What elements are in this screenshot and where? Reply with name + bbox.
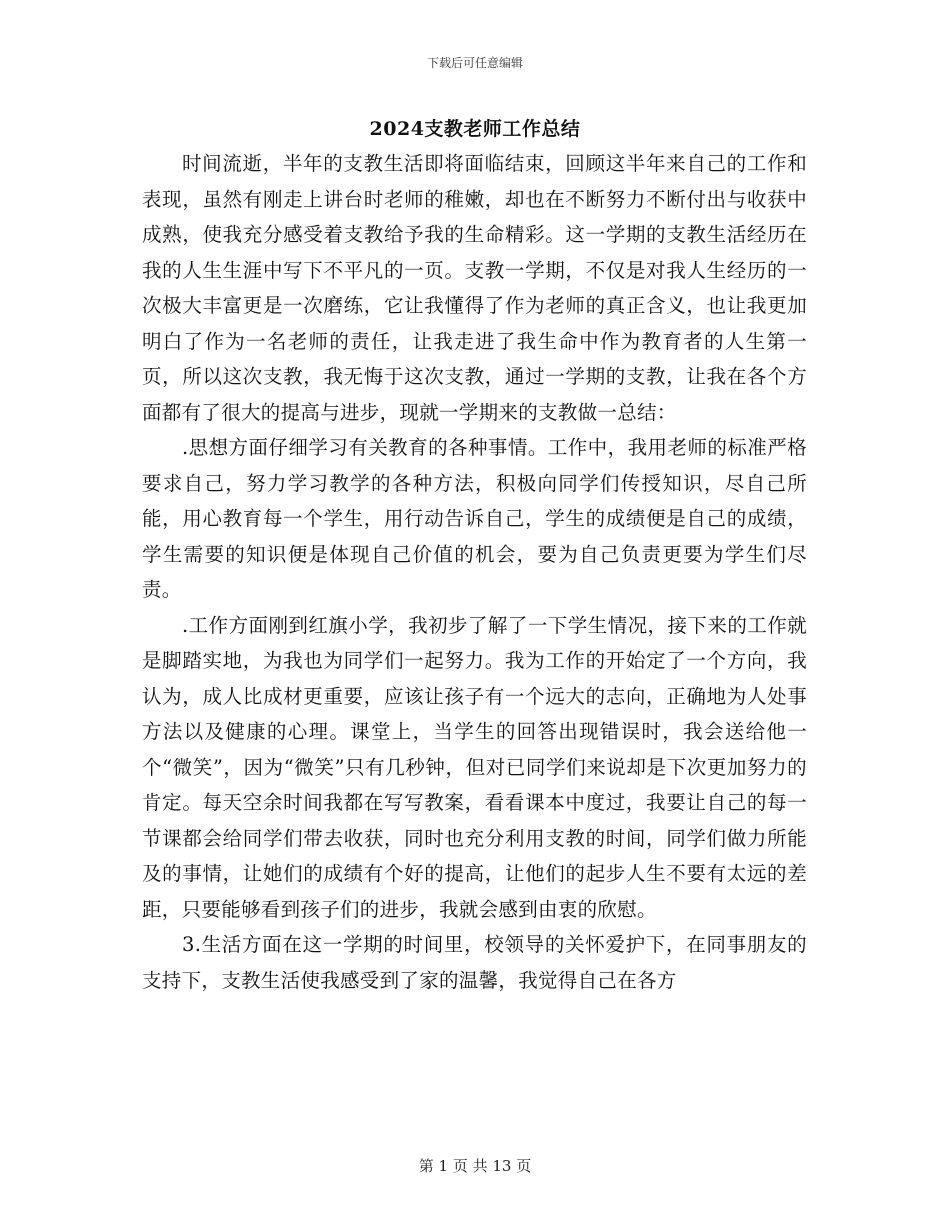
document-title: 2024支教老师工作总结 [369, 118, 581, 140]
document-body [142, 146, 807, 998]
paragraph-intro: 时间流逝，半年的支教生活即将面临结束，回顾这半年来自己的工作和表现，虽然有刚走上讲台时老师的稚嫩，却也在不断努力不断付出与收获中成熟，使我充分感受着支教给予我的生命精彩。这一学期的支教生活经历在我的人生生涯中写下不平凡的一页。支教一学期，不仅是对我人生经历的一次极大丰富更是一次磨练，它让我懂得了作为老师的真正含义，也让我更加明白了作为一名老师的责任，让我走进了我生命中作为教育者的人生第一页，所以这次支教，我无悔于这次支教，通过一学期的支教，让我在各个方面都有了很大的提高与进步，现就一学期来的支教做一总结： [142, 152, 807, 424]
paragraph-thought: .思想方面仔细学习有关教育的各种事情。工作中，我用老师的标准严格要求自己，努力学习教学的各种方法，积极向同学们传授知识，尽自己所能，用心教育每一个学生，用行动告诉自己，学生的成绩便是自己的成绩，学生需要的知识便是体现自己价值的机会，要为自己负责更要为学生们尽责。 [142, 436, 807, 601]
paragraph-life: 3.生活方面在这一学期的时间里，校领导的关怀爱护下，在同事朋友的支持下，支教生活使我感受到了家的温馨，我觉得自己在各方 [142, 933, 807, 992]
page-header-note: 下载后可任意编辑 [426, 56, 523, 70]
page-number: 第 1 页 共 13 页 [418, 1157, 532, 1175]
paragraph-work: .工作方面刚到红旗小学，我初步了解了一下学生情况，接下来的工作就是脚踏实地，为我也为同学们一起努力。我为工作的开始定了一个方向，我认为，成人比成材更重要，应该让孩子有一个远大的志向，正确地为人处事方法以及健康的心理。课堂上，当学生的回答出现错误时，我会送给他一个“微笑”，因为“微笑”只有几秒钟，但对已同学们来说却是下次更加努力的肯定。每天空余时间我都在写写教案，看看课本中度过，我要让自己的每一节课都会给同学们带去收获，同时也充分利用支教的时间，同学们做力所能及的事情，让她们的成绩有个好的提高，让他们的起步人生不要有太远的差距，只要能够看到孩子们的进步，我就会感到由衷的欣慰。 [142, 613, 807, 921]
